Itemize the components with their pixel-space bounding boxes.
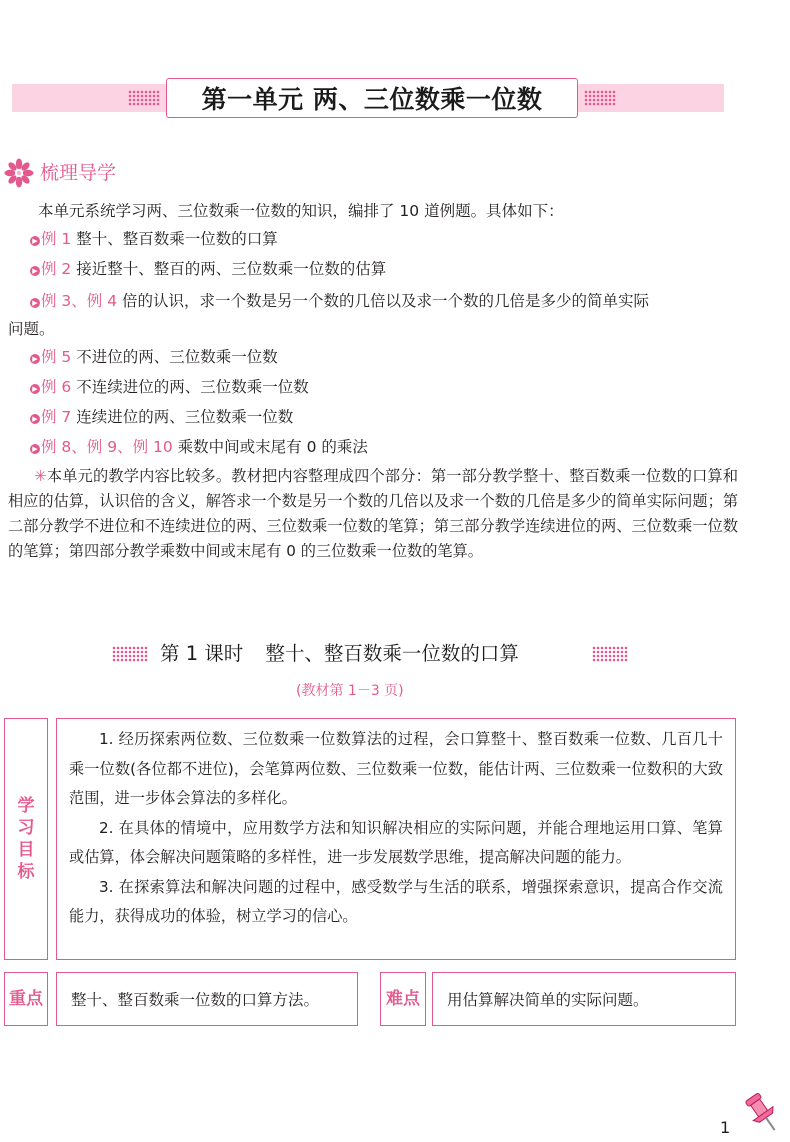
banner-dots-left bbox=[128, 90, 160, 106]
example-item-continuation: 问题。 bbox=[8, 320, 55, 338]
lesson-title: 第 1 课时 整十、整百数乘一位数的口算 bbox=[160, 642, 519, 665]
goals-label-box: 学习目标 bbox=[4, 718, 48, 960]
arrow-icon: ▶ bbox=[30, 444, 40, 454]
arrow-icon: ▶ bbox=[30, 236, 40, 246]
section-summary: ✳本单元的教学内容比较多。教材把内容整理成四个部分：第一部分教学整十、整百数乘一位数的口算和相应的估算，认识倍的含义，解答求一个数是另一个数的几倍以及求一个数的几倍是多少的简单实际问题；第二部分教学不进位和不连续进位的两、三位数乘一位数的笔算；第三部分教学连续进位的两、三位数乘一位数的笔算；第四部分教学乘数中间或末尾有 0 的三位数乘一位数的笔算。 bbox=[8, 467, 738, 560]
example-item: ▶ 例 8、例 9、例 10 乘数中间或末尾有 0 的乘法 bbox=[30, 436, 368, 458]
unit-title: 第一单元 两、三位数乘一位数 bbox=[166, 78, 578, 118]
example-item: ▶ 例 2 接近整十、整百的两、三位数乘一位数的估算 bbox=[30, 258, 386, 280]
example-item: ▶ 例 1 整十、整百数乘一位数的口算 bbox=[30, 228, 278, 250]
section-intro: 本单元系统学习两、三位数乘一位数的知识，编排了 10 道例题。具体如下： bbox=[38, 202, 564, 220]
example-item: ▶ 例 7 连续进位的两、三位数乘一位数 bbox=[30, 406, 293, 428]
lesson-dots-left bbox=[112, 646, 148, 662]
key-point-label: 重点 bbox=[4, 972, 48, 1026]
banner-dots-right bbox=[584, 90, 616, 106]
goal-item: 1. 经历探索两位数、三位数乘一位数算法的过程，会口算整十、整百数乘一位数、几百几十乘一位数(各位都不进位)，会笔算两位数、三位数乘一位数，能估计两、三位数乘一位数积的大致范围，进一步体会算法的多样化。 bbox=[69, 730, 723, 807]
lesson-reference: (教材第 1－3 页) bbox=[296, 683, 404, 699]
flower-icon bbox=[4, 158, 34, 188]
goal-item: 3. 在探索算法和解决问题的过程中，感受数学与生活的联系，增强探索意识，提高合作交流能力，获得成功的体验，树立学习的信心。 bbox=[69, 877, 723, 925]
pushpin-icon bbox=[736, 1086, 788, 1138]
arrow-icon: ▶ bbox=[30, 266, 40, 276]
goal-item: 2. 在具体的情境中，应用数学方法和知识解决相应的实际问题，并能合理地运用口算、笔算或估算，体会解决问题策略的多样性，进一步发展数学思维，提高解决问题的能力。 bbox=[69, 818, 723, 866]
section-title: 梳理导学 bbox=[40, 162, 117, 184]
example-item: ▶ 例 6 不连续进位的两、三位数乘一位数 bbox=[30, 376, 309, 398]
example-item: ▶ 例 3、例 4 倍的认识，求一个数是另一个数的几倍以及求一个数的几倍是多少的简单实际 bbox=[30, 290, 649, 312]
lesson-dots-right bbox=[592, 646, 628, 662]
difficulty-box: 用估算解决简单的实际问题。 bbox=[432, 972, 736, 1026]
example-item: ▶ 例 5 不进位的两、三位数乘一位数 bbox=[30, 346, 278, 368]
star-icon: ✳ bbox=[34, 467, 47, 485]
difficulty-label: 难点 bbox=[380, 972, 426, 1026]
arrow-icon: ▶ bbox=[30, 354, 40, 364]
goals-box bbox=[56, 718, 736, 960]
arrow-icon: ▶ bbox=[30, 298, 40, 308]
arrow-icon: ▶ bbox=[30, 384, 40, 394]
arrow-icon: ▶ bbox=[30, 414, 40, 424]
page-number: 1 bbox=[720, 1118, 731, 1137]
key-point-box: 整十、整百数乘一位数的口算方法。 bbox=[56, 972, 358, 1026]
